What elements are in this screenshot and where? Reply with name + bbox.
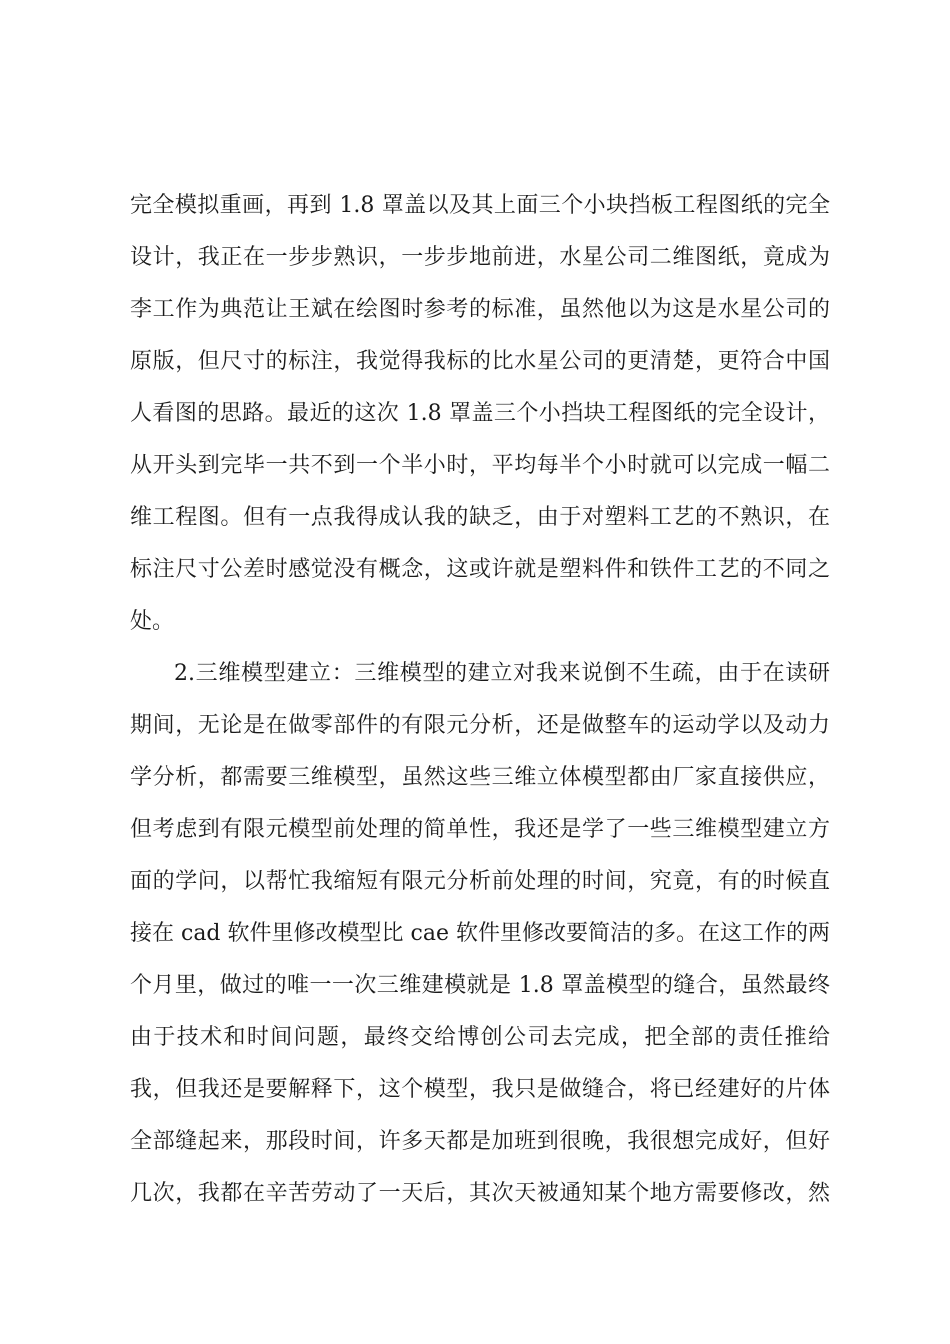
- paragraph-1-line-6: 从开头到完毕一共不到一个半小时，平均每半个小时就可以完成一幅二: [130, 453, 830, 478]
- paragraph-2-line-1: 2.三维模型建立：三维模型的建立对我来说倒不生疏，由于在读研: [174, 661, 830, 686]
- paragraph-1-line-3: 李工作为典范让王斌在绘图时参考的标准，虽然他以为这是水星公司的: [130, 297, 830, 322]
- paragraph-1-line-8: 标注尺寸公差时感觉没有概念，这或许就是塑料件和铁件工艺的不同之: [130, 557, 830, 582]
- paragraph-2-line-6: 接在 cad 软件里修改模型比 cae 软件里修改要简洁的多。在这工作的两: [130, 921, 830, 946]
- paragraph-1-line-1: 完全模拟重画，再到 1.8 罩盖以及其上面三个小块挡板工程图纸的完全: [130, 193, 830, 218]
- paragraph-1-line-2: 设计，我正在一步步熟识，一步步地前进，水星公司二维图纸，竟成为: [130, 245, 830, 270]
- paragraph-2-line-7: 个月里，做过的唯一一次三维建模就是 1.8 罩盖模型的缝合，虽然最终: [130, 973, 830, 998]
- paragraph-2-line-8: 由于技术和时间问题，最终交给博创公司去完成，把全部的责任推给: [130, 1025, 830, 1050]
- paragraph-1-line-5: 人看图的思路。最近的这次 1.8 罩盖三个小挡块工程图纸的完全设计，: [130, 401, 830, 426]
- paragraph-2-line-9: 我，但我还是要解释下，这个模型，我只是做缝合，将已经建好的片体: [130, 1077, 830, 1102]
- paragraph-2-line-5: 面的学问，以帮忙我缩短有限元分析前处理的时间，究竟，有的时候直: [130, 869, 830, 894]
- paragraph-1-line-4: 原版，但尺寸的标注，我觉得我标的比水星公司的更清楚，更符合中国: [130, 349, 830, 374]
- paragraph-2-line-3: 学分析，都需要三维模型，虽然这些三维立体模型都由厂家直接供应，: [130, 765, 830, 790]
- paragraph-2-line-10: 全部缝起来，那段时间，许多天都是加班到很晚，我很想完成好，但好: [130, 1129, 830, 1154]
- paragraph-2-line-11: 几次，我都在辛苦劳动了一天后，其次天被通知某个地方需要修改，然: [130, 1181, 830, 1206]
- paragraph-2-line-4: 但考虑到有限元模型前处理的简单性，我还是学了一些三维模型建立方: [130, 817, 830, 842]
- paragraph-1-line-7: 维工程图。但有一点我得成认我的缺乏，由于对塑料工艺的不熟识，在: [130, 505, 830, 530]
- paragraph-1-line-9: 处。: [130, 609, 175, 634]
- paragraph-2-line-2: 期间，无论是在做零部件的有限元分析，还是做整车的运动学以及动力: [130, 713, 830, 738]
